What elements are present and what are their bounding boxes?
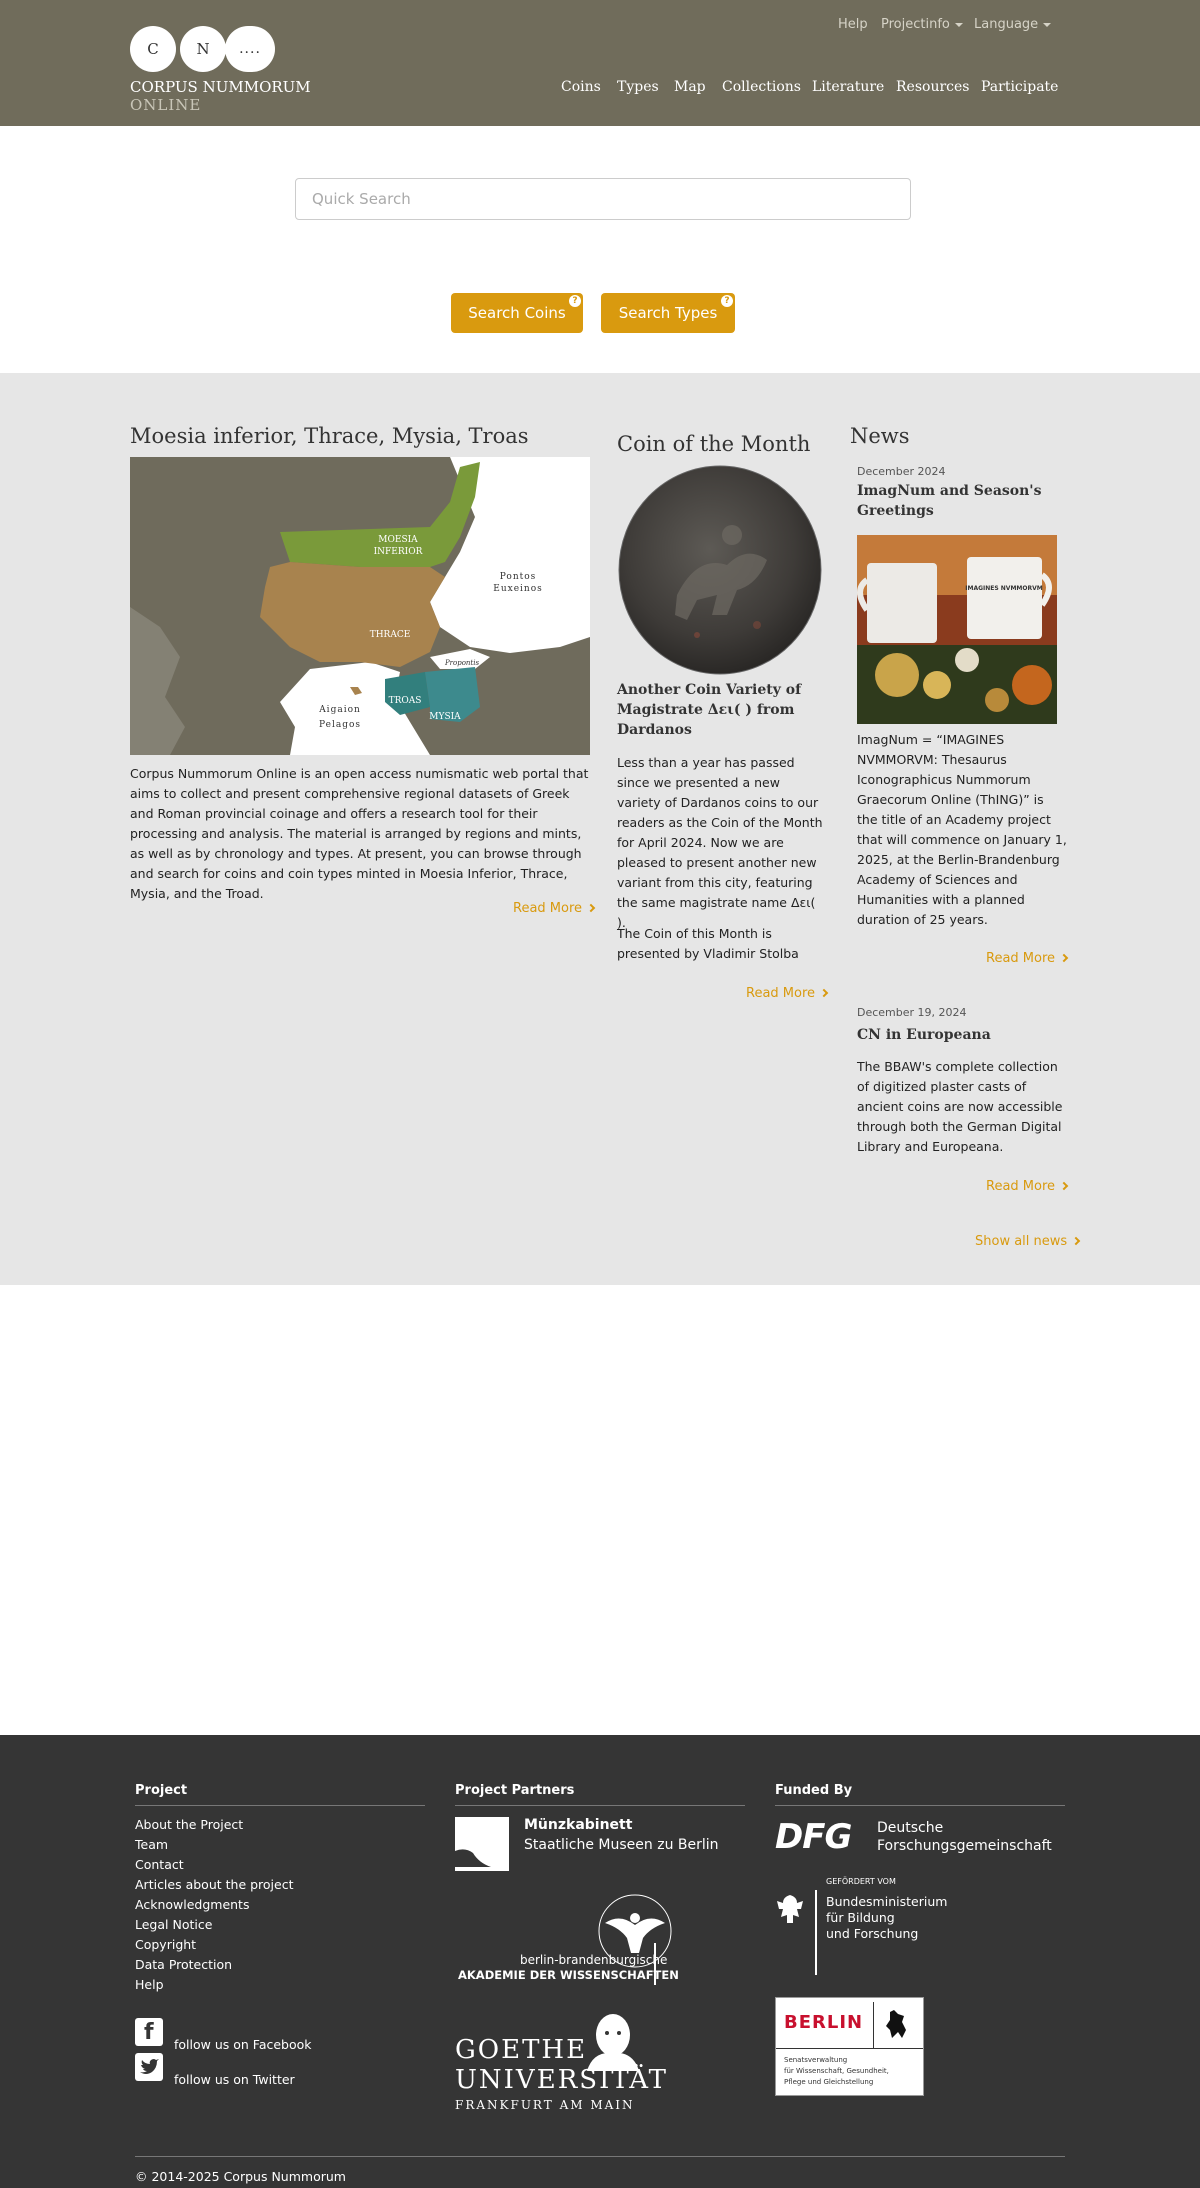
- nav-collections[interactable]: Collections: [722, 79, 801, 95]
- bmbf-line2: für Bildung: [826, 1910, 895, 1925]
- footer-link-team[interactable]: Team: [135, 1837, 169, 1852]
- news-read-more-link[interactable]: [986, 951, 1067, 966]
- footer-link-contact[interactable]: Contact: [135, 1857, 184, 1872]
- chevron-right-icon: [587, 904, 595, 912]
- footer-link-copyright[interactable]: Copyright: [135, 1937, 197, 1952]
- news-image-mugs[interactable]: [857, 535, 1057, 724]
- map-label-inferior: INFERIOR: [373, 547, 423, 557]
- berlin-bear-icon: [884, 2008, 910, 2040]
- site-footer: [0, 1735, 1200, 2188]
- region-title: Moesia inferior, Thrace, Mysia, Troas: [130, 424, 529, 448]
- news-headline[interactable]: CN in Europeana: [857, 1027, 991, 1043]
- footer-link-acknowledgments[interactable]: Acknowledgments: [135, 1897, 250, 1912]
- goethe-portrait-icon[interactable]: [585, 2011, 641, 2071]
- region-map[interactable]: [130, 457, 590, 755]
- search-coins-label: Search Coins: [468, 304, 566, 322]
- bmbf-line1: Bundesministerium: [826, 1894, 948, 1909]
- divider: [135, 2156, 1065, 2157]
- muenzkabinett-subtitle: Staatliche Museen zu Berlin: [524, 1837, 719, 1853]
- search-types-button[interactable]: [601, 293, 735, 333]
- logo-c[interactable]: C: [130, 26, 176, 72]
- language-label: Language: [974, 17, 1039, 32]
- coin-text: Less than a year has passed since we presented a new variety of Dardanos coins to our readers as the Coin of the Month for April 2024. Now we are pleased to present another new variant from this city, featuring the same magistrate name Δει( ).: [617, 755, 823, 930]
- dfg-line1: Deutsche: [877, 1820, 944, 1836]
- map-label-thrace: THRACE: [369, 630, 411, 640]
- read-more-label: Read More: [513, 901, 583, 916]
- read-more-label: Read More: [746, 986, 816, 1001]
- logo-n[interactable]: N: [180, 26, 226, 72]
- bbaw-line2: AKADEMIE DER WISSENSCHAFTEN: [458, 1968, 679, 1982]
- bmbf-top: GEFÖRDERT VOM: [826, 1877, 896, 1886]
- read-more-label: Read More: [986, 951, 1056, 966]
- eagle-icon: [455, 1817, 509, 1871]
- nav-coins[interactable]: Coins: [561, 79, 601, 95]
- bmbf-bar: [815, 1890, 817, 1975]
- nav-literature[interactable]: Literature: [812, 79, 885, 95]
- news-date: December 19, 2024: [857, 1006, 967, 1019]
- muenzkabinett-name: Münzkabinett: [524, 1817, 633, 1833]
- read-more-label: Read More: [986, 1179, 1056, 1194]
- map-label-propontis: Propontis: [444, 659, 480, 667]
- berlin-wordmark: BERLIN: [784, 2012, 864, 2033]
- chevron-right-icon: [820, 989, 828, 997]
- berlin-line3: Pflege und Gleichstellung: [784, 2078, 874, 2086]
- news-date: December 2024: [857, 465, 946, 478]
- twitter-link[interactable]: follow us on Twitter: [174, 2072, 295, 2087]
- chevron-right-icon: [1072, 1237, 1080, 1245]
- footer-partners-heading: Project Partners: [455, 1783, 575, 1798]
- dfg-logo[interactable]: DFG: [775, 1817, 852, 1857]
- map-label-troas: TROAS: [388, 696, 422, 706]
- projectinfo-label: Projectinfo: [881, 17, 950, 32]
- help-question-icon[interactable]: ?: [721, 295, 733, 307]
- divider: [873, 2002, 874, 2048]
- coin-of-month-title: Coin of the Month: [617, 432, 811, 456]
- map-label-mysia: MYSIA: [429, 712, 461, 722]
- nav-resources[interactable]: Resources: [896, 79, 970, 95]
- facebook-link[interactable]: follow us on Facebook: [174, 2037, 312, 2052]
- coin-headline[interactable]: Another Coin Variety of Magistrate Δει( ) from Dardanos: [617, 682, 802, 738]
- caret-down-icon: [955, 23, 963, 27]
- footer-project-heading: Project: [135, 1783, 188, 1798]
- news-read-more-link[interactable]: [986, 1179, 1067, 1194]
- nav-types[interactable]: Types: [617, 79, 659, 95]
- search-coins-button[interactable]: [451, 293, 583, 333]
- chevron-right-icon: [1060, 954, 1068, 962]
- caret-down-icon: [1043, 23, 1051, 27]
- news-headline[interactable]: ImagNum and Season's Greetings: [857, 483, 1042, 519]
- chevron-right-icon: [1060, 1182, 1068, 1190]
- footer-link-articles[interactable]: Articles about the project: [135, 1877, 294, 1892]
- goethe-line1: GOETHE: [455, 2035, 588, 2065]
- bmbf-line3: und Forschung: [826, 1926, 919, 1941]
- map-label-pelagos: Pelagos: [318, 720, 362, 730]
- goethe-line2: UNIVERSITÄT: [455, 2065, 668, 2095]
- footer-link-help[interactable]: Help: [135, 1977, 164, 1992]
- news-text: The BBAW's complete collection of digitized plaster casts of ancient coins are now accessible through both the German Digital Library and Europeana.: [857, 1059, 1063, 1154]
- top-nav-help[interactable]: Help: [838, 17, 868, 32]
- divider: [776, 2048, 923, 2049]
- divider: [455, 1805, 745, 1806]
- divider: [775, 1805, 1065, 1806]
- logo-dots[interactable]: ....: [225, 26, 275, 72]
- coin-image[interactable]: [617, 465, 823, 675]
- footer-link-data-protection[interactable]: Data Protection: [135, 1957, 233, 1972]
- map-label-moesia: MOESIA: [378, 535, 418, 545]
- facebook-glyph: f: [144, 2020, 154, 2045]
- coin-presenter: The Coin of this Month is presented by Vladimir Stolba: [617, 926, 799, 961]
- nav-map[interactable]: Map: [674, 79, 706, 95]
- news-text: ImagNum = “IMAGINES NVMMORVM: Thesaurus Iconographicus Nummorum Graecorum Online (ThING)” is the title of an Academy project that will commence on January 1, 2025, at the Berlin-Brandenburg Academy of Sciences and Humanities with a planned duration of 25 years.: [857, 732, 1067, 927]
- show-all-news-label: Show all news: [975, 1234, 1068, 1249]
- map-label-pontos: Pontos: [499, 572, 537, 582]
- footer-copyright: © 2014-2025 Corpus Nummorum: [135, 2169, 346, 2184]
- region-read-more-link[interactable]: [513, 901, 594, 916]
- show-all-news-link[interactable]: [975, 1234, 1079, 1249]
- news-title: News: [850, 424, 910, 448]
- top-nav-projectinfo[interactable]: [881, 17, 963, 32]
- goethe-line3: FRANKFURT AM MAIN: [455, 2098, 635, 2112]
- footer-funded-heading: Funded By: [775, 1783, 853, 1798]
- map-label-euxeinos: Euxeinos: [493, 584, 543, 594]
- quick-search-input[interactable]: [295, 178, 911, 220]
- top-nav-language[interactable]: [974, 17, 1051, 32]
- nav-participate[interactable]: Participate: [981, 79, 1059, 95]
- muenzkabinett-logo[interactable]: [455, 1817, 509, 1871]
- mug-text: IMAGINES NVMMORVM: [965, 585, 1043, 592]
- footer-link-about[interactable]: About the Project: [135, 1817, 244, 1832]
- berlin-logo[interactable]: [775, 1997, 924, 2096]
- divider: [135, 1805, 425, 1806]
- dfg-line2: Forschungsgemeinschaft: [877, 1838, 1052, 1854]
- search-types-label: Search Types: [618, 304, 718, 322]
- help-question-icon[interactable]: ?: [569, 295, 581, 307]
- site-header: [0, 0, 1200, 126]
- facebook-icon[interactable]: [135, 2018, 163, 2046]
- logo-title[interactable]: CORPUS NUMMORUM: [130, 78, 311, 96]
- twitter-icon[interactable]: [135, 2053, 163, 2081]
- map-label-aigaion: Aigaion: [319, 705, 361, 715]
- berlin-line2: für Wissenschaft, Gesundheit,: [784, 2067, 889, 2075]
- twitter-bird-icon: [135, 2053, 163, 2081]
- bbaw-line1: berlin-brandenburgische: [520, 1953, 668, 1967]
- region-description: Corpus Nummorum Online is an open access numismatic web portal that aims to collect and present comprehensive regional datasets of Greek and Roman provincial coinage and offers a research tool for their processing and analysis. The material is arranged by regions and mints, as well as by chronology and types. At present, you can browse through and search for coins and coin types minted in Moesia Inferior, Thrace, Mysia, and the Troad.: [130, 766, 589, 901]
- federal-eagle-icon[interactable]: [775, 1893, 805, 1927]
- footer-link-legal[interactable]: Legal Notice: [135, 1917, 213, 1932]
- coin-read-more-link[interactable]: [746, 986, 827, 1001]
- logo-subtitle[interactable]: ONLINE: [130, 96, 202, 114]
- berlin-line1: Senatsverwaltung: [784, 2056, 848, 2064]
